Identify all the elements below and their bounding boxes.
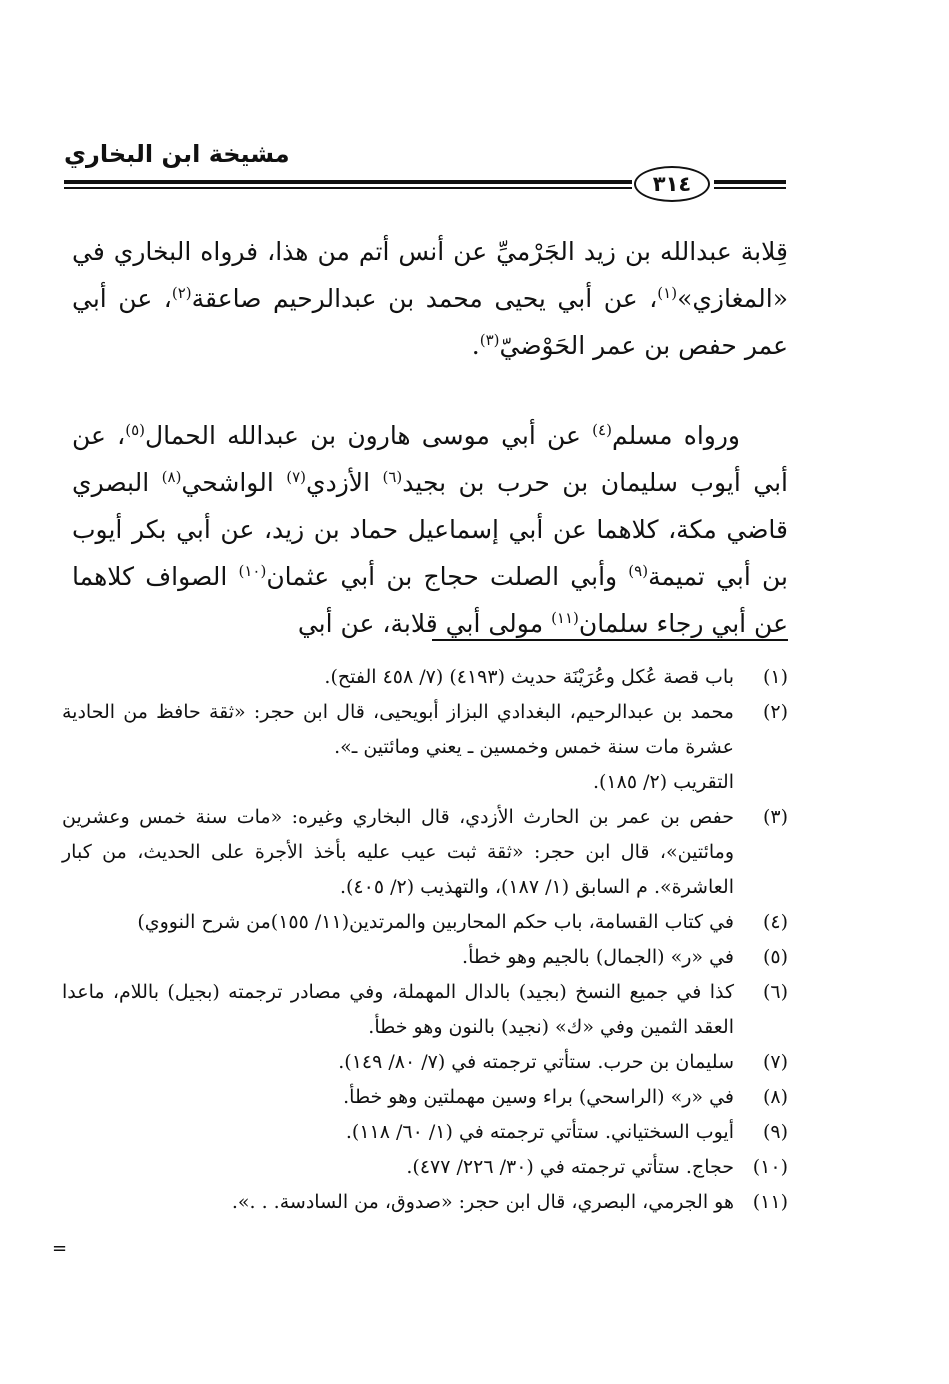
text: ، عن أبي يحيى محمد بن عبدالرحيم صاعقة — [191, 284, 658, 313]
footnote-text: كذا في جميع النسخ (بجيد) بالدال المهملة، وفي مصادر ترجمته (بجيل) باللام، ماعدا العقد الثمين وفي «ك» (نجيد) بالنون وهو خطأ. — [62, 981, 734, 1038]
header-rule-thick — [64, 180, 632, 184]
footnote-number: (٣) — [762, 806, 788, 828]
footnote-text: في «ر» (الجمال) بالجيم وهو خطأ. — [462, 946, 734, 968]
footnotes — [62, 660, 788, 1220]
text: ، عن أبي عمر حفص بن عمر الحَوْضيّ — [72, 284, 788, 360]
footnote-text: التقريب (٢/ ١٨٥). — [592, 771, 734, 793]
footnote-4 — [62, 905, 788, 940]
footnote-ref: (٤) — [592, 421, 612, 439]
text: الأزدي — [306, 468, 383, 497]
footnote-text: محمد بن عبدالرحيم، البغدادي البزاز أبويحيى، قال ابن حجر: «ثقة حافظ من الحادية عشرة مات سنة خمس وخمسين ـ يعني ومائتين ـ». — [62, 701, 734, 758]
footnote-5 — [62, 940, 788, 975]
text: البصري قاضي مكة، كلاهما عن أبي إسماعيل حماد بن زيد، عن أبي بكر أيوب بن أبي تميمة — [72, 468, 788, 591]
footnote-separator — [432, 639, 788, 641]
footnote-number: (١) — [762, 666, 788, 688]
page-number-badge: ٣١٤ — [634, 166, 710, 202]
text: وأبي الصلت حجاج بن أبي عثمان — [266, 562, 629, 591]
text: مولى أبي قلابة، عن أبي — [297, 609, 552, 638]
footnote-number: (٢) — [762, 701, 788, 723]
footnote-text: هو الجرمي، البصري، قال ابن حجر: «صدوق، من السادسة. . .». — [231, 1191, 734, 1213]
footnote-ref: (١٠) — [238, 562, 267, 580]
footnote-text: في «ر» (الراسحي) براء وسين مهملتين وهو خطأ. — [343, 1086, 734, 1108]
footnote-text: باب قصة عُكل وعُرَيْنَة حديث (٤١٩٣) (٧/ ٤٥٨ الفتح). — [324, 666, 734, 688]
footnote-number: (٩) — [762, 1121, 788, 1143]
footnote-number: (٨) — [762, 1086, 788, 1108]
text: الصواف كلاهما عن أبي رجاء سلمان — [72, 562, 788, 638]
footnote-number: (٥) — [762, 946, 788, 968]
continuation-mark: = — [52, 1238, 68, 1259]
footnote-text: في كتاب القسامة، باب حكم المحاربين والمرتدين(١١/ ١٥٥)من شرح النووي) — [137, 911, 734, 933]
footnote-text: حجاج. ستأتي ترجمته في (٣٠/ ٢٢٦/ ٤٧٧). — [406, 1156, 734, 1178]
text: ، عن أبي أيوب سليمان بن حرب بن بجيد — [72, 421, 788, 497]
footnote-text: سليمان بن حرب. ستأتي ترجمته في (٧/ ٨٠/ ١٤٩). — [338, 1051, 734, 1073]
footnote-6 — [62, 975, 788, 1045]
footnote-10 — [62, 1150, 788, 1185]
footnote-2 — [62, 695, 788, 800]
footnote-ref: (٨) — [161, 468, 182, 486]
footnote-8 — [62, 1080, 788, 1115]
footnote-11 — [62, 1185, 788, 1220]
footnote-number: (٦) — [762, 981, 788, 1003]
footnote-7 — [62, 1045, 788, 1080]
footnote-ref: (١١) — [551, 609, 579, 627]
footnote-number: (٤) — [762, 911, 788, 933]
footnote-ref: (٢) — [171, 284, 192, 302]
footnote-ref: (٧) — [286, 468, 307, 486]
main-paragraph-2 — [72, 412, 788, 647]
footnote-ref: (٩) — [628, 562, 649, 580]
footnote-number: (٧) — [762, 1051, 788, 1073]
text: . — [471, 331, 480, 360]
footnote-ref: (٥) — [125, 421, 145, 439]
header-rule-right-thick — [714, 180, 786, 184]
footnote-1 — [62, 660, 788, 695]
footnote-text: أيوب السختياني. ستأتي ترجمته في (١/ ٦٠/ ١١٨). — [345, 1121, 734, 1143]
footnote-number: (١١) — [752, 1191, 788, 1213]
footnote-text: حفص بن عمر بن الحارث الأزدي، قال البخاري وغيره: «مات سنة خمس وعشرين ومائتين»، قال ابن حجر: «ثقة ثبت عيب عليه بأخذ الأجرة على الحديث، من كبار العاشرة». م السابق (١/ ١٨٧)، والتهذيب (٢/ ٤٠٥). — [62, 806, 734, 898]
text: عن أبي موسى هارون بن عبدالله الحمال — [145, 421, 593, 450]
header-rule-thin — [64, 187, 632, 189]
main-paragraph-1 — [72, 228, 788, 369]
footnote-number: (١٠) — [752, 1156, 788, 1178]
footnote-ref: (٣) — [479, 331, 500, 349]
text: الواشحي — [181, 468, 287, 497]
header-rule-right-thin — [714, 187, 786, 189]
text: قِلابة عبدالله بن زيد الجَرْميِّ عن أنس أتم من هذا، فرواه البخاري في «المغازي» — [72, 237, 788, 313]
footnote-3 — [62, 800, 788, 905]
running-header-title: مشيخة ابن البخاري — [64, 140, 290, 168]
footnote-ref: (٦) — [382, 468, 403, 486]
footnote-9 — [62, 1115, 788, 1150]
text: ورواه مسلم — [611, 421, 740, 450]
footnote-ref: (١) — [657, 284, 678, 302]
